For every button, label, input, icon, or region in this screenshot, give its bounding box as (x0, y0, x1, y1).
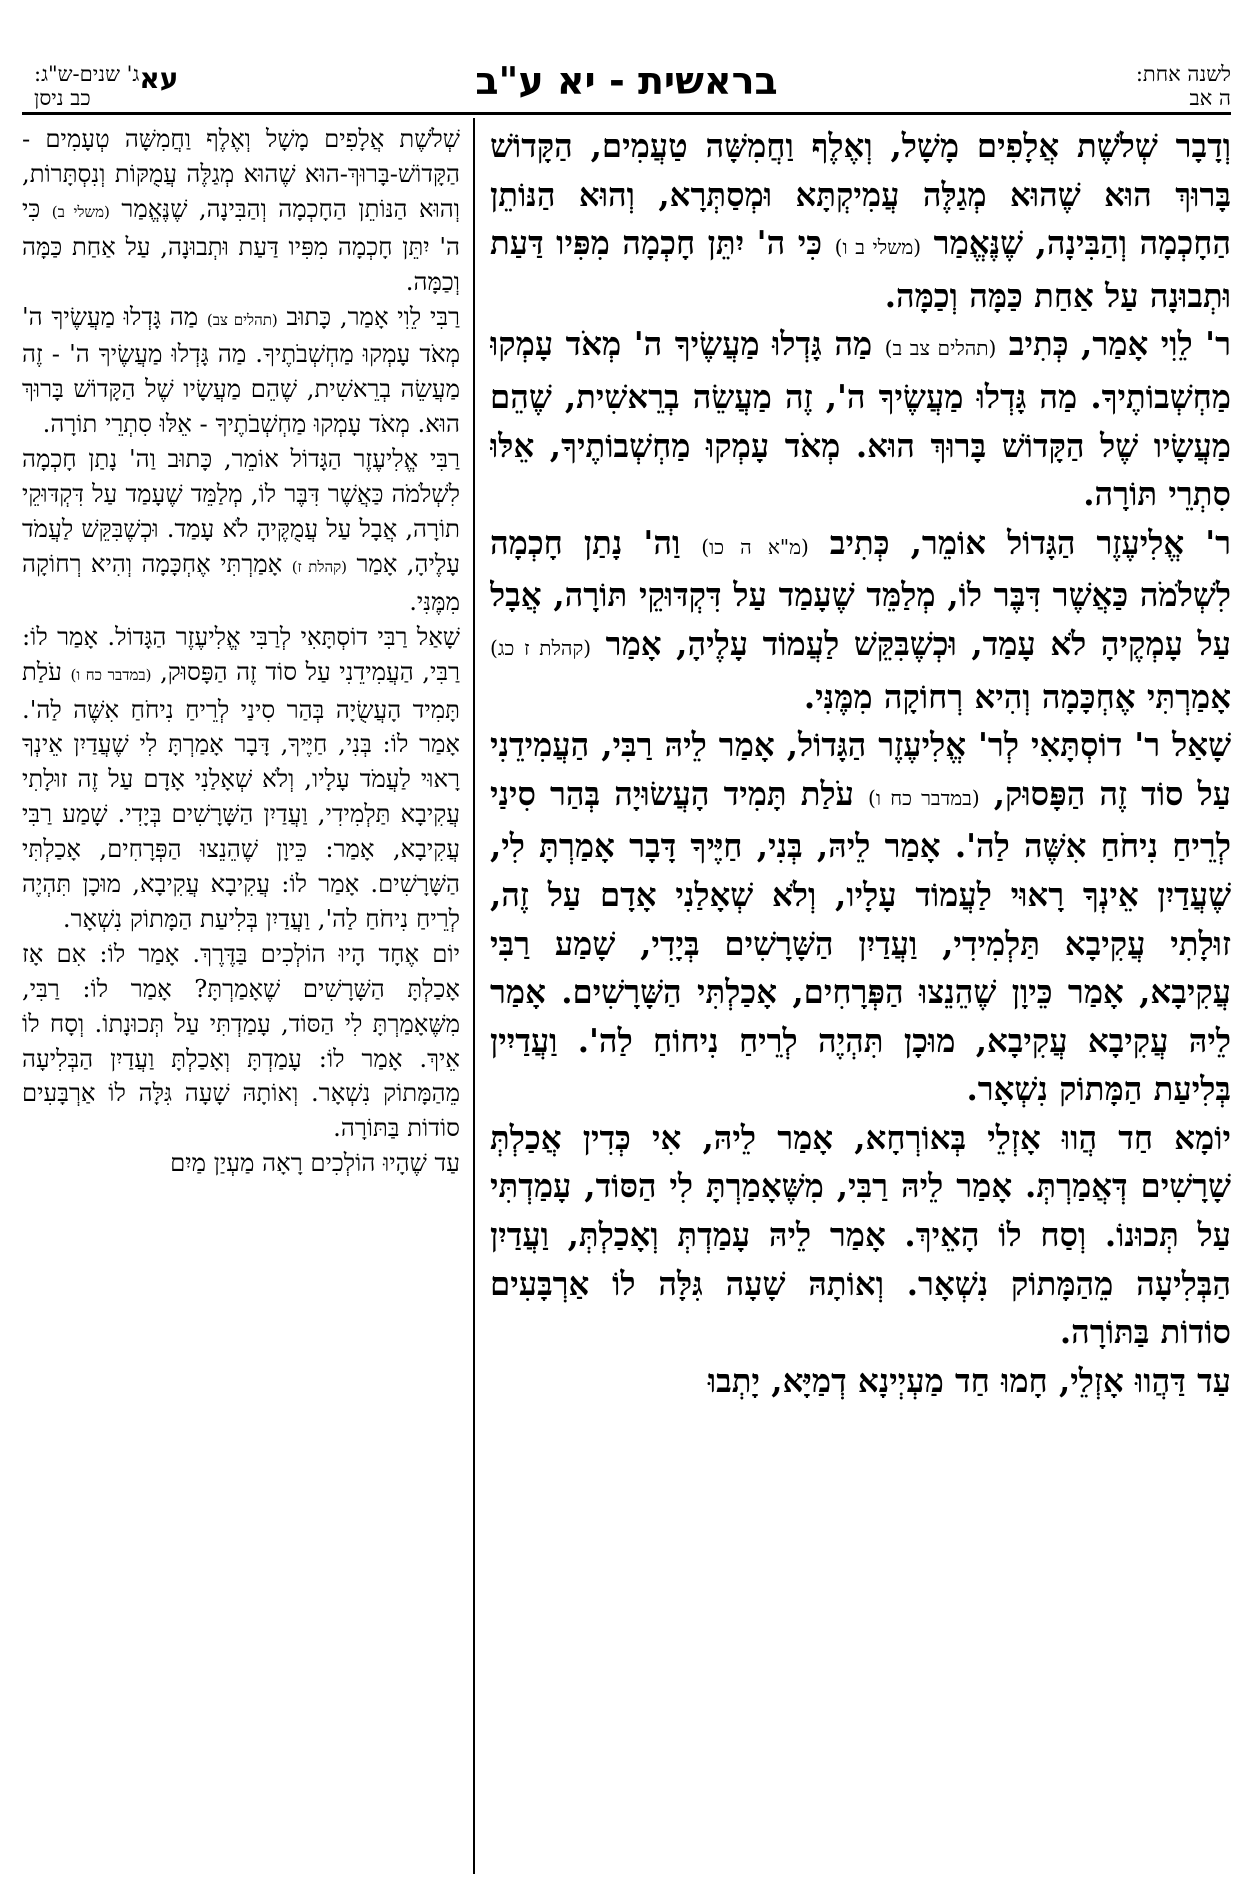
main-paragraph (490, 519, 1231, 721)
translation-paragraph (22, 122, 460, 300)
verse-reference: (במדבר כח ו) (868, 785, 980, 810)
main-paragraph (490, 721, 1231, 1114)
translation-text: רַבִּי לֵוִי אָמַר, כָּתוּב (286, 301, 460, 331)
main-paragraph (490, 122, 1231, 320)
main-text: ר' אֱלִיעֶזֶר הַגָּדוֹל אוֹמֵר, כְּתִיב (829, 523, 1231, 562)
translation-text: שְׁלֹשֶׁת אֲלָפִים מָשָׁל וְאֶלֶף וַחֲמִשָּׁה טְעָמִים - הַקָּדוֹשׁ-בָּרוּךְ-הוּא שֶׁהוּא מְגַלֶּה עֲמֻקּוֹת וְנִסְתָּרוֹת, וְהוּא הַנּוֹתֵן הַחָכְמָה וְהַבִּינָה, שֶׁנֶּאֱמַר (22, 124, 460, 223)
three-year-cycle (34, 62, 139, 110)
page-header (22, 58, 1231, 108)
translation-text: עֹלַת תָּמִיד הָעֲשֻׂיָה בְּהַר סִינַי לְרֵיחַ נִיחֹחַ אִשֶּׁה לַה'. אָמַר לוֹ: בְּנִי, חַיֶּיךָ, דָּבָר אָמַרְתָּ לִי שֶׁעֲדַיִן אֵינְךָ רָאוּי לַעֲמֹד עָלָיו, וְלֹא שְׁאָלַנִי אָדָם עַל זֶה זוּלָתִי עֲקִיבָא תַּלְמִידִי, וַעֲדַיִן הַשָּׁרָשִׁים בְּיָדִי. שָׁמַע רַבִּי עֲקִיבָא, אָמַר: כֵּיוָן שֶׁהֵנֵצוּ הַפְּרָחִים, אָכַלְתִּי הַשָּׁרָשִׁים. אָמַר לוֹ: עֲקִיבָא עֲקִיבָא, מוּכָן תִּהְיֶה לְרֵיחַ נִיחֹחַ לַה', וַעֲדַיִן בְּלִיעַת הַמָּתוֹק נִשְׁאָר. (22, 656, 460, 933)
translation-text: מַה גָּדְלוּ מַעֲשֶׂיךָ ה' מְאֹד עָמְקוּ מַחְשְׁבֹתֶיךָ. מַה גָּדְלוּ מַעֲשֶׂיךָ ה' - זֶה מַעֲשֵׂה בְרֵאשִׁית, שֶׁהֵם מַעֲשָׂיו שֶׁל הַקָּדוֹשׁ בָּרוּךְ הוּא. מְאֹד עָמְקוּ מַחְשְׁבֹתֶיךָ - אֵלּוּ סִתְרֵי תוֹרָה. (22, 301, 460, 439)
translation-paragraph (22, 300, 460, 443)
translation-text: כִּי ה' יִתֵּן חָכְמָה מִפִּיו דַּעַת וּתְבוּנָה, עַל אַחַת כַּמָּה וְכַמָּה. (22, 193, 460, 296)
one-year-cycle-date: ה אב (1189, 86, 1231, 110)
page-number: עא (139, 62, 179, 95)
main-text-column (490, 122, 1231, 1874)
translation-paragraph (22, 620, 460, 937)
main-text: כִּי ה' יִתֵּן חָכְמָה מִפִּיו דַּעַת וּתְבוּנָה עַל אַחַת כַּמָּה וְכַמָּה. (490, 224, 1231, 315)
main-paragraph: יוֹמָא חַד הֲווּ אָזְלֵי בְּאוֹרְחָא, אָמַר לֵיהּ, אִי כְּדִין אֲכַלְתְּ שָׁרָשִׁים דְּאֲמַרְתְּ. אָמַר לֵיהּ רַבִּי, מִשֶּׁאָמַרְתָּ לִי הַסּוֹד, עָמַדְתִּי עַל תְּכוּנוֹ. וְסַח לוֹ הָאֵיךְ. אָמַר לֵיהּ עָמַדְתְּ וְאָכַלְתְּ, וַעֲדַיִן הַבְּלִיעָה מֵהַמָּתוֹק נִשְׁאָר. וְאוֹתָהּ שָׁעָה גִּלָּה לוֹ אַרְבָּעִים סוֹדוֹת בַּתּוֹרָה. (490, 1118, 1231, 1352)
three-year-cycle-date: כב ניסן (34, 86, 91, 110)
three-year-cycle-label: ג' שנים-ש"ג: (34, 62, 140, 86)
main-paragraph (490, 320, 1231, 518)
verse-reference: (תהלים צב) (206, 310, 278, 329)
translation-text: רַבִּי אֱלִיעֶזֶר הַגָּדוֹל אוֹמֵר, כָּתוּב וַה' נָתַן חָכְמָה לִשְׁלֹמֹה כַּאֲשֶׁר דִּבֶּר לוֹ, מְלַמֵּד שֶׁעָמַד עַל דִּקְדּוּקֵי תוֹרָה, אֲבָל עַל עֲמֻקֶּיהָ לֹא עָמַד. וּכְשֶׁבִּקֵּשׁ לַעֲמֹד עָלֶיהָ, אָמַר (22, 444, 460, 578)
translation-text: שָׁאַל רַבִּי דוֹסְתָּאִי לְרַבִּי אֱלִיעֶזֶר הַגָּדוֹל. אָמַר לוֹ: רַבִּי, הַעֲמִידֵנִי עַל סוֹד זֶה הַפָּסוּק, (22, 621, 460, 686)
header-rule (22, 112, 1231, 115)
translation-column (22, 122, 460, 1874)
translation-paragraph: יוֹם אֶחָד הָיוּ הוֹלְכִים בַּדֶּרֶךְ. אָמַר לוֹ: אִם אָז אָכַלְתָּ הַשָּׁרָשִׁים שֶׁאָמַרְתָּ? אָמַר לוֹ: רַבִּי, מִשֶּׁאָמַרְתָּ לִי הַסּוֹד, עָמַדְתִּי עַל תְּכוּנָתוֹ. וְסָח לוֹ אֵיךְ. אָמַר לוֹ: עָמַדְתָּ וְאָכַלְתָּ וַעֲדַיִן הַבְּלִיעָה מֵהַמָּתוֹק נִשְׁאָר. וְאוֹתָהּ שָׁעָה גִּלָּה לוֹ אַרְבָּעִים סוֹדוֹת בַּתּוֹרָה. (22, 938, 460, 1143)
main-paragraph: עַד דַּהֲווּ אָזְלֵי, חָמוּ חַד מַעְיְינָא דְמַיָּא, יָתְבוּ (707, 1361, 1231, 1400)
verse-reference: (במדבר כח ו) (70, 665, 152, 684)
main-text: אָמַרְתִּי אֶחְכָּמָה וְהִיא רְחוֹקָה מִמֶּנִּי. (803, 677, 1231, 716)
verse-reference: (קהלת ז כג) (490, 635, 592, 660)
translation-paragraph: עַד שֶׁהָיוּ הוֹלְכִים רָאָה מַעְיַן מַיִם (170, 1148, 460, 1178)
main-text: וְדָבָר שְׁלֹשֶׁת אֲלָפִים מָשָׁל, וְאֶלֶף וַחֲמִשָּׁה טַעֲמִים, הַקָּדוֹשׁ בָּרוּךְ הוּא שֶׁהוּא מְגַלֶּה עֲמִיקְתָּא וּמְסַתְּרָא, וְהוּא הַנּוֹתֵן הַחָכְמָה וְהַבִּינָה, שֶׁנֶּאֱמַר (490, 127, 1231, 263)
main-text: ר' לֵוִי אָמַר, כְּתִיב (1008, 325, 1231, 364)
one-year-cycle-label: לשנה אחת: (1135, 62, 1231, 86)
main-text: וַה' נָתַן חָכְמָה לִשְׁלֹמֹה כַּאֲשֶׁר דִּבֶּר לוֹ, מְלַמֵּד שֶׁעָמַד עַל דִּקְדּוּקֵי תּוֹרָה, אֲבָל עַל עָמְקֶיהָ לֹא עָמַד, וּכְשֶׁבִּקֵּשׁ לַעֲמוֹד עָלֶיהָ, אָמַר (490, 523, 1231, 663)
column-divider (473, 118, 475, 1874)
verse-reference: (משלי ב) (51, 202, 110, 221)
verse-reference: (מ"א ה כו) (701, 534, 809, 559)
main-text: מַה גָּדְלוּ מַעֲשֶׂיךָ ה' מְאֹד עָמְקוּ מַחְשְׁבוֹתֶיךָ. מַה גָּדְלוּ מַעֲשֶׂיךָ ה', זֶה מַעֲשֵׂה בְרֵאשִׁית, שֶׁהֵם מַעֲשָׂיו שֶׁל הַקָּדוֹשׁ בָּרוּךְ הוּא. מְאֹד עָמְקוּ מַחְשְׁבוֹתֶיךָ, אֵלּוּ סִתְרֵי תּוֹרָה. (490, 325, 1231, 514)
translation-paragraph (22, 442, 460, 620)
page-info (22, 62, 178, 110)
main-text: שָׁאַל ר' דוֹסְתָּאִי לְר' אֱלִיעֶזֶר הַגָּדוֹל, אָמַר לֵיהּ רַבִּי, הַעֲמִידֵנִי עַל סוֹד זֶה הַפָּסוּק, (490, 726, 1231, 813)
main-text: עֹלַת תָּמִיד הָעֲשׂוּיָה בְּהַר סִינַי לְרֵיחַ נִיחֹחַ אִשֶּׁה לַה'. אָמַר לֵיהּ, בְּנִי, חַיֶּיךָ דָּבָר אָמַרְתָּ לִי, שֶׁעֲדַיִן אֵינְךָ רָאוּי לַעֲמוֹד עָלָיו, וְלֹא שְׁאָלַנִי אָדָם עַל זֶה, זוּלָתִי עֲקִיבָא תַּלְמִידִי, וַעֲדַיִן הַשָּׁרָשִׁים בְּיָדִי, שָׁמַע רַבִּי עֲקִיבָא, אָמַר כֵּיוָן שֶׁהֵנֵצוּ הַפְּרָחִים, אָכַלְתִּי הַשָּׁרָשִׁים. אָמַר לֵיהּ עֲקִיבָא עֲקִיבָא, מוּכָן תִּהְיֶה לְרֵיחַ נִיחוֹחַ לַה'. וַעֲדַיִין בְּלִיעַת הַמָּתוֹק נִשְׁאָר. (490, 774, 1231, 1109)
page-title: בראשית - יא ע"ב (475, 59, 778, 103)
verse-reference: (קהלת ז) (291, 557, 348, 576)
translation-text: אָמַרְתִּי אֶחְכָּמָה וְהִיא רְחוֹקָה מִמֶּנִּי. (22, 548, 460, 616)
verse-reference: (תהלים צב ב) (884, 336, 997, 361)
verse-reference: (משלי ב ו) (834, 235, 922, 260)
